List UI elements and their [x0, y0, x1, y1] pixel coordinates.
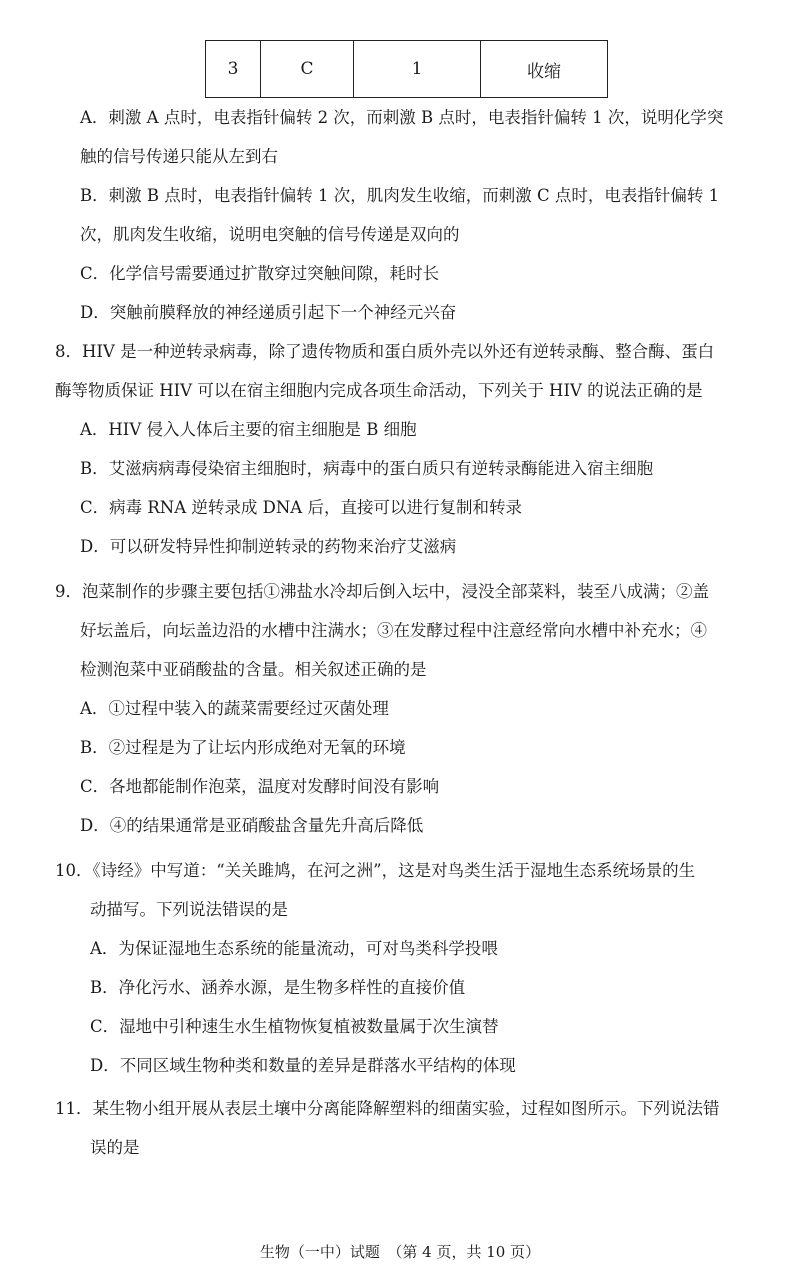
q9-option-d: D．④的结果通常是亚硝酸盐含量先升高后降低: [80, 816, 424, 835]
question-10-line-2: 动描写。下列说法错误的是: [90, 900, 288, 919]
table-cell: 收缩: [481, 41, 608, 98]
question-8-line-1: 8．HIV 是一种逆转录病毒，除了遗传物质和蛋白质外壳以外还有逆转录酶、整合酶、蛋白: [55, 342, 715, 361]
question-9-line-1: 9．泡菜制作的步骤主要包括①沸盐水冷却后倒入坛中，浸没全部菜料，装至八成满；②盖: [55, 582, 709, 601]
q8-option-b: B．艾滋病病毒侵染宿主细胞时，病毒中的蛋白质只有逆转录酶能进入宿主细胞: [80, 459, 654, 478]
question-10-line-1: 10．《诗经》中写道：“关关雎鸠，在河之洲”，这是对鸟类生活于湿地生态系统场景的生: [55, 861, 696, 880]
question-8-line-2: 酶等物质保证 HIV 可以在宿主细胞内完成各项生命活动，下列关于 HIV 的说法正确的是: [55, 381, 703, 400]
q10-option-d: D．不同区域生物种类和数量的差异是群落水平结构的体现: [90, 1056, 516, 1075]
q8-option-c: C．病毒 RNA 逆转录成 DNA 后，直接可以进行复制和转录: [80, 498, 522, 517]
table-cell: 3: [206, 41, 261, 98]
page-footer: 生物（一中）试题 （第 4 页，共 10 页）: [259, 1243, 541, 1261]
table-row: [206, 41, 608, 98]
option-b-line-1: B．刺激 B 点时，电表指针偏转 1 次，肌肉发生收缩，而刺激 C 点时，电表指针偏转 1: [80, 186, 720, 205]
table-cell: C: [261, 41, 354, 98]
table-cell: 1: [354, 41, 481, 98]
q8-option-d: D．可以研发特异性抑制逆转录的药物来治疗艾滋病: [80, 537, 457, 556]
option-a-line-2: 触的信号传递只能从左到右: [80, 147, 278, 166]
q9-option-a: A．①过程中装入的蔬菜需要经过灭菌处理: [80, 699, 389, 718]
option-a-line-1: A．刺激 A 点时，电表指针偏转 2 次，而刺激 B 点时，电表指针偏转 1 次，说明化学突: [80, 108, 724, 127]
q8-option-a: A．HIV 侵入人体后主要的宿主细胞是 B 细胞: [80, 420, 417, 439]
option-d: D．突触前膜释放的神经递质引起下一个神经元兴奋: [80, 303, 457, 322]
q10-option-a: A．为保证湿地生态系统的能量流动，可对鸟类科学投喂: [90, 939, 498, 958]
q9-option-b: B．②过程是为了让坛内形成绝对无氧的环境: [80, 738, 406, 757]
q9-option-c: C．各地都能制作泡菜，温度对发酵时间没有影响: [80, 777, 440, 796]
option-b-line-2: 次，肌肉发生收缩，说明电突触的信号传递是双向的: [80, 225, 460, 244]
option-c: C．化学信号需要通过扩散穿过突触间隙，耗时长: [80, 264, 440, 283]
q10-option-b: B．净化污水、涵养水源，是生物多样性的直接价值: [90, 978, 466, 997]
question-9-line-3: 检测泡菜中亚硝酸盐的含量。相关叙述正确的是: [80, 660, 427, 679]
question-11-line-2: 误的是: [90, 1138, 140, 1157]
question-9-line-2: 好坛盖后，向坛盖边沿的水槽中注满水；③在发酵过程中注意经常向水槽中补充水；④: [80, 621, 707, 640]
question-11-line-1: 11．某生物小组开展从表层土壤中分离能降解塑料的细菌实验，过程如图所示。下列说法错: [55, 1099, 720, 1118]
q10-option-c: C．湿地中引种速生水生植物恢复植被数量属于次生演替: [90, 1017, 499, 1036]
results-table: [205, 40, 608, 98]
